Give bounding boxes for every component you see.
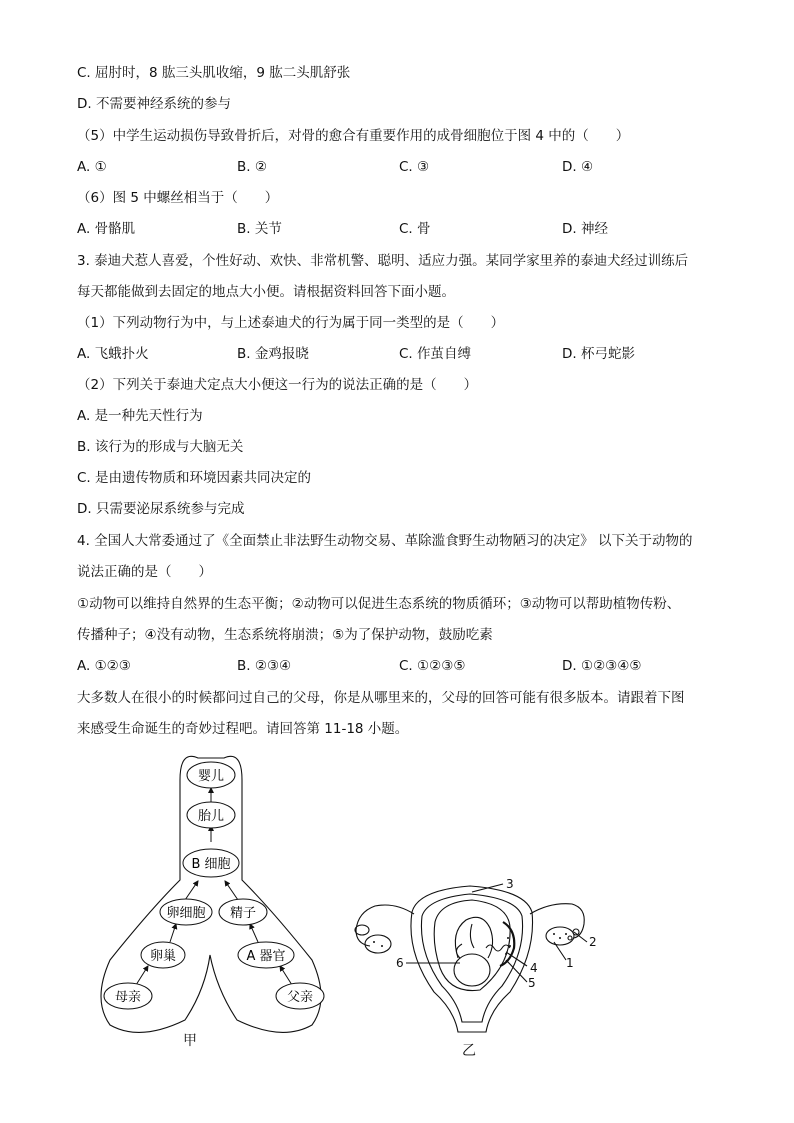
q4-stem-line2: 说法正确的是（ ） [77,564,212,580]
label-3: 3 [506,877,514,891]
q2-option-c: C. 屈肘时，8 肱三头肌收缩，9 肱二头肌舒张 [77,65,351,81]
q4-info-line1: ①动物可以维持自然界的生态平衡；②动物可以促进生态系统的物质循环；③动物可以帮助植物传粉、 [77,596,681,612]
node-mother-label: 母亲 [114,990,142,1005]
fetus-head [454,954,490,986]
q6-option-a: A. 骨骼肌 [77,221,136,237]
node-father-label: 父亲 [286,990,314,1005]
q5-option-a: A. ① [77,159,107,175]
q3-1-option-c: C. 作茧自缚 [399,346,472,362]
q4-option-a: A. ①②③ [77,658,131,674]
q3-2-option-c: C. 是由遗传物质和环境因素共同决定的 [77,470,312,486]
node-egg [160,899,212,925]
q4-options [77,657,717,675]
left-ovary [365,935,391,953]
q6-option-c: C. 骨 [399,221,431,237]
figure-yi-caption: 乙 [462,1043,476,1059]
intro-line1: 大多数人在很小的时候都问过自己的父母，你是从哪里来的，父母的回答可能有很多版本。请跟着下图 [77,690,685,706]
q5-stem: （5）中学生运动损伤导致骨折后，对骨的愈合有重要作用的成骨细胞位于图 4 中的（ ） [77,128,630,144]
node-egg-label: 卵细胞 [166,906,206,921]
q3-intro-line2: 每天都能做到去固定的地点大小便。请根据资料回答下面小题。 [77,284,455,300]
uterus-outer-wall [411,886,533,1032]
label-5: 5 [528,976,536,990]
node-fetus-label: 胎儿 [197,809,225,824]
q3-2-option-b: B. 该行为的形成与大脑无关 [77,439,244,455]
figure-jia-caption: 甲 [183,1033,197,1049]
q3-2-stem: （2）下列关于泰迪犬定点大小便这一行为的说法正确的是（ ） [77,377,478,393]
q5-option-d: D. ④ [562,159,594,175]
q6-option-b: B. 关节 [237,221,282,237]
q6-stem: （6）图 5 中螺丝相当于（ ） [77,190,279,206]
q3-2-option-a: A. 是一种先天性行为 [77,408,203,424]
node-baby-label: 婴儿 [197,769,225,784]
q4-option-c: C. ①②③⑤ [399,658,466,674]
q6-options [77,220,717,238]
node-father [276,983,324,1009]
node-mother [104,983,152,1009]
node-sperm [219,899,267,925]
node-ovary [141,942,185,968]
q4-stem-line1: 4. 全国人大常委通过了《全面禁止非法野生动物交易、革除滥食野生动物陋习的决定》 以下关于动物的 [77,533,693,549]
umbilical-cord [486,945,510,951]
figure-yi-illustration [340,872,610,1037]
q3-intro-line1: 3. 泰迪犬惹人喜爱，个性好动、欢快、非常机警、聪明、适应力强。某同学家里养的泰迪犬经过训练后 [77,253,689,269]
label-4: 4 [530,961,538,975]
right-fallopian-tube [530,904,584,938]
node-a-organ [238,942,294,968]
label-2: 2 [589,935,597,949]
intro-line2: 来感受生命诞生的奇妙过程吧。请回答第 11-18 小题。 [77,721,409,737]
q6-option-d: D. 神经 [562,221,608,237]
q3-1-stem: （1）下列动物行为中，与上述泰迪犬的行为属于同一类型的是（ ） [77,315,505,331]
node-b-cell [183,849,239,877]
node-b-cell-label: B 细胞 [191,857,231,872]
q4-info-line2: 传播种子；④没有动物，生态系统将崩溃；⑤为了保护动物，鼓励吃素 [77,627,493,643]
fetus-body [455,917,492,958]
q2-option-d: D. 不需要神经系统的参与 [77,96,231,112]
node-a-organ-label: A 器官 [246,949,286,964]
q5-option-b: B. ② [237,159,267,175]
q4-option-b: B. ②③④ [237,658,292,674]
node-baby [187,762,235,788]
q3-1-option-a: A. 飞蛾扑火 [77,346,149,362]
q3-1-option-d: D. 杯弓蛇影 [562,346,635,362]
q4-option-d: D. ①②③④⑤ [562,658,642,674]
q3-1-option-b: B. 金鸡报晓 [237,346,309,362]
figure-jia-diagram [90,750,340,1040]
node-fetus [187,802,235,828]
label-1: 1 [566,956,574,970]
q5-option-c: C. ③ [399,159,430,175]
q5-options [77,158,717,176]
label-6: 6 [396,956,404,970]
node-ovary-label: 卵巢 [149,949,177,964]
node-sperm-label: 精子 [229,906,257,921]
placenta [500,922,514,966]
q3-1-options [77,345,717,363]
q3-2-option-d: D. 只需要泌尿系统参与完成 [77,501,245,517]
